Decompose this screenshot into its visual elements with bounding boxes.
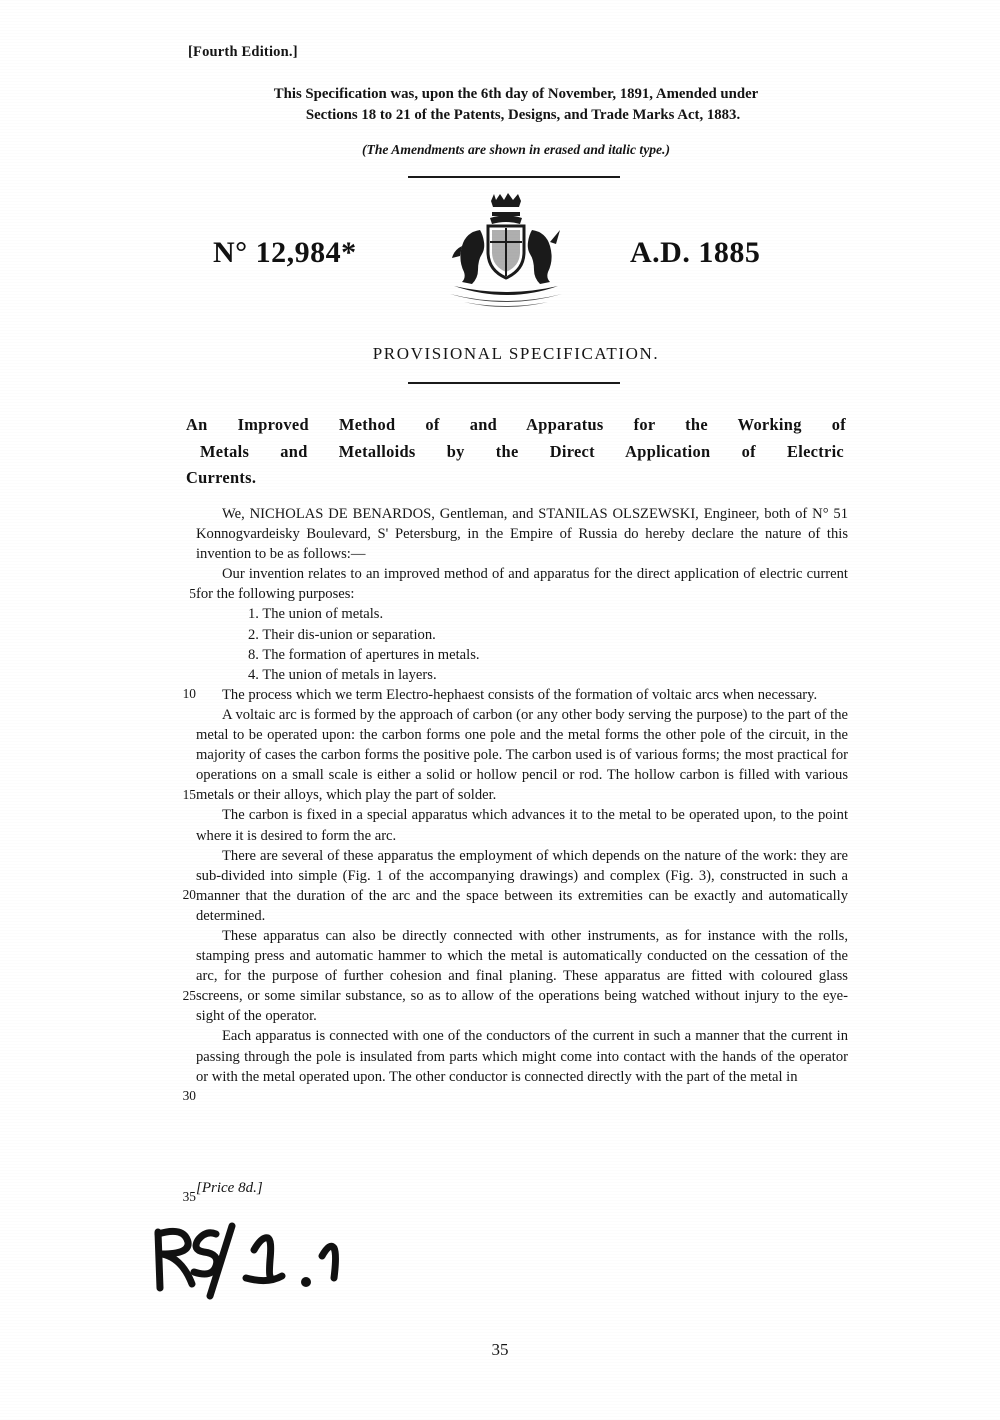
line-number: 35 xyxy=(182,1188,196,1204)
divider-top xyxy=(408,176,620,178)
amendment-note-line-1: This Specification was, upon the 6th day of November, 1891, Amended under xyxy=(273,86,759,102)
line-number: 20 xyxy=(182,887,196,903)
line-number: 25 xyxy=(182,987,196,1003)
year-label: A.D. 1885 xyxy=(630,236,761,269)
paragraph-invention-relates: Our invention relates to an improved method of and apparatus for the direct application of electric current for the following purposes: xyxy=(196,566,848,603)
paragraph-declaration: We, NICHOLAS DE BENARDOS, Gentleman, and STANILAS OLSZEWSKI, Engineer, both of N° 51 Konnogvardeisky Boulevard, S' Petersburg, in the Empire of Russia do hereby declare the nature of this invention to be as follows:— xyxy=(196,506,848,563)
divider-mid xyxy=(408,382,620,384)
list-item: 4. The union of metals in layers. xyxy=(248,666,437,683)
paragraph-process: The process which we term Electro-hephaest consists of the formation of voltaic arcs when necessary. xyxy=(222,686,818,703)
line-number: 30 xyxy=(182,1088,196,1104)
page-number: 35 xyxy=(491,1340,509,1359)
list-item: 8. The formation of apertures in metals. xyxy=(248,646,480,663)
handwritten-annotation xyxy=(146,1216,366,1306)
line-number: 10 xyxy=(182,686,196,702)
line-number: 15 xyxy=(182,786,196,802)
paragraph-voltaic-arc: A voltaic arc is formed by the approach of carbon (or any other body serving the purpose) to the part of the metal to be operated upon: the carbon forms one pole and the metal forms the other pole of the circuit, in the majority of cases the carbon forms the positive pole. The carbon used is of various forms; the most practical for operations on a small scale is either a solid or hollow pencil or rod. The hollow carbon is filled with various metals or their alloys, which play the part of solder. xyxy=(196,706,848,804)
page-title-line-3: Currents. xyxy=(186,468,257,488)
edition-label: [Fourth Edition.] xyxy=(188,44,298,60)
price-label: [Price 8d.] xyxy=(196,1180,263,1196)
section-heading: PROVISIONAL SPECIFICATION. xyxy=(372,344,660,363)
page-title-line-1: An Improved Method of and Apparatus for the Working of xyxy=(186,415,846,434)
amendment-note-line-2: Sections 18 to 21 of the Patents, Designs, and Trade Marks Act, 1883. xyxy=(305,107,741,124)
paragraph-apparatus-connected: These apparatus can also be directly connected with other instruments, as for instance with the rolls, stamping press and automatic hammer to which the metal is automatically conducted on the cessation of the arc, for the purpose of further cohesion and final planing. These apparatus are fitted with coloured glass screens, or some similar substance, so as to allow of the operations being watched without injury to the eye-sight of the operator. xyxy=(196,927,848,1025)
line-number: 5 xyxy=(189,586,196,601)
list-item: 1. The union of metals. xyxy=(248,606,384,623)
page-title-line-2: Metals and Metalloids by the Direct Application of Electric xyxy=(200,441,844,461)
list-item: 2. Their dis-union or separation. xyxy=(248,626,436,643)
paragraph-apparatus-types: There are several of these apparatus the employment of which depends on the nature of the work: they are sub-divided into simple (Fig. 1 of the accompanying drawings) and complex (Fig. 3), constructed in such a manner that the duration of the arc and the space between its extremities can be exactly and automatically determined. xyxy=(196,847,848,924)
patent-number: N° 12,984* xyxy=(213,236,357,269)
paragraph-conductors: Each apparatus is connected with one of the conductors of the current in such a manner that the current in passing through the pole is insulated from parts which might come into contact with the hands of the operator or with the metal operated upon. The other conductor is connected directly with the part of the metal in xyxy=(196,1028,848,1085)
royal-coat-of-arms-icon xyxy=(420,190,590,320)
amendment-italic-note: (The Amendments are shown in erased and italic type.) xyxy=(361,142,670,157)
specification-body xyxy=(196,504,848,1087)
paragraph-carbon-fixed: The carbon is fixed in a special apparatus which advances it to the metal to be operated upon, to the point where it is desired to form the arc. xyxy=(196,807,848,844)
page-title xyxy=(186,412,846,492)
line-number-gutter xyxy=(172,504,196,1207)
amendment-note xyxy=(186,84,846,127)
